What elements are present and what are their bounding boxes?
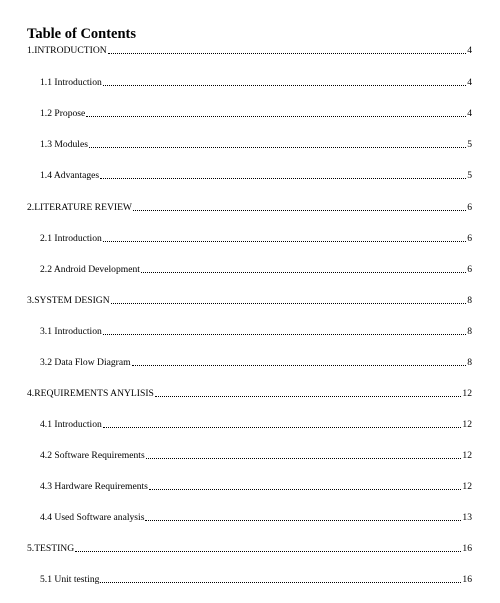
toc-section-entry[interactable] [27, 386, 472, 400]
toc-page-number: 4 [467, 77, 472, 88]
toc-subsection-entry[interactable] [40, 510, 472, 524]
toc-dot-leader [86, 115, 466, 117]
toc-page-number: 4 [467, 45, 472, 56]
toc-dot-leader [100, 177, 466, 179]
toc-dot-leader [155, 395, 462, 397]
toc-dot-leader [146, 457, 462, 459]
toc-dot-leader [103, 240, 466, 242]
toc-entry-label: 1.2 Propose [40, 108, 86, 119]
toc-entry-label: 5.1 Unit testing [40, 574, 100, 585]
toc-subsection-entry[interactable] [40, 262, 472, 276]
toc-dot-leader [103, 84, 466, 86]
toc-entry-label: 1.INTRODUCTION [27, 45, 107, 56]
toc-subsection-entry[interactable] [40, 324, 472, 338]
toc-entry-label: 3.SYSTEM DESIGN [27, 295, 110, 306]
toc-page-number: 6 [467, 233, 472, 244]
toc-dot-leader [132, 364, 467, 366]
toc-entry-label: 1.1 Introduction [40, 77, 102, 88]
toc-page-number: 4 [467, 108, 472, 119]
toc-page-number: 12 [462, 450, 472, 461]
toc-entry-label: 4.4 Used Software analysis [40, 512, 145, 523]
toc-page-number: 12 [462, 419, 472, 430]
toc-subsection-entry[interactable] [40, 231, 472, 245]
toc-page-number: 8 [467, 357, 472, 368]
toc-page-number: 16 [462, 543, 472, 554]
toc-page-number: 6 [467, 264, 472, 275]
toc-page-number: 16 [462, 574, 472, 585]
toc-subsection-entry[interactable] [40, 75, 472, 89]
toc-subsection-entry[interactable] [40, 137, 472, 151]
toc-subsection-entry[interactable] [40, 448, 472, 462]
toc-page-number: 12 [462, 388, 472, 399]
toc-dot-leader [149, 488, 462, 490]
toc-page-number: 8 [467, 326, 472, 337]
toc-subsection-entry[interactable] [40, 106, 472, 120]
toc-page-number: 13 [462, 512, 472, 523]
toc-dot-leader [100, 581, 461, 583]
toc-entry-label: 3.2 Data Flow Diagram [40, 357, 131, 368]
toc-entry-label: 2.1 Introduction [40, 233, 102, 244]
toc-subsection-entry[interactable] [40, 355, 472, 369]
toc-dot-leader [145, 519, 461, 521]
toc-dot-leader [111, 302, 467, 304]
toc-entry-label: 4.REQUIREMENTS ANYLISIS [27, 388, 154, 399]
toc-subsection-entry[interactable] [40, 572, 472, 586]
toc-entry-label: 3.1 Introduction [40, 326, 102, 337]
toc-dot-leader [133, 209, 466, 211]
toc-dot-leader [75, 550, 461, 552]
toc-entry-label: 1.3 Modules [40, 139, 88, 150]
toc-dot-leader [141, 271, 466, 273]
toc-entry-label: 4.1 Introduction [40, 419, 102, 430]
toc-subsection-entry[interactable] [40, 168, 472, 182]
toc-entry-label: 4.2 Software Requirements [40, 450, 145, 461]
toc-page-number: 8 [467, 295, 472, 306]
toc-entry-label: 2.2 Android Development [40, 264, 140, 275]
toc-dot-leader [108, 52, 467, 54]
toc-page-number: 5 [467, 139, 472, 150]
toc-dot-leader [103, 333, 466, 335]
toc-entry-label: 4.3 Hardware Requirements [40, 481, 148, 492]
toc-section-entry[interactable] [27, 541, 472, 555]
toc-subsection-entry[interactable] [40, 417, 472, 431]
toc-entry-label: 1.4 Advantages [40, 170, 100, 181]
toc-page-number: 5 [467, 170, 472, 181]
toc-section-entry[interactable] [27, 43, 472, 57]
toc-title: Table of Contents [27, 26, 137, 42]
toc-subsection-entry[interactable] [40, 479, 472, 493]
toc-dot-leader [89, 146, 466, 148]
toc-section-entry[interactable] [27, 293, 472, 307]
toc-entry-label: 5.TESTING [27, 543, 75, 554]
toc-page-number: 12 [462, 481, 472, 492]
toc-page-number: 6 [467, 202, 472, 213]
toc-entry-label: 2.LITERATURE REVIEW [27, 202, 132, 213]
toc-section-entry[interactable] [27, 200, 472, 214]
toc-dot-leader [103, 426, 462, 428]
